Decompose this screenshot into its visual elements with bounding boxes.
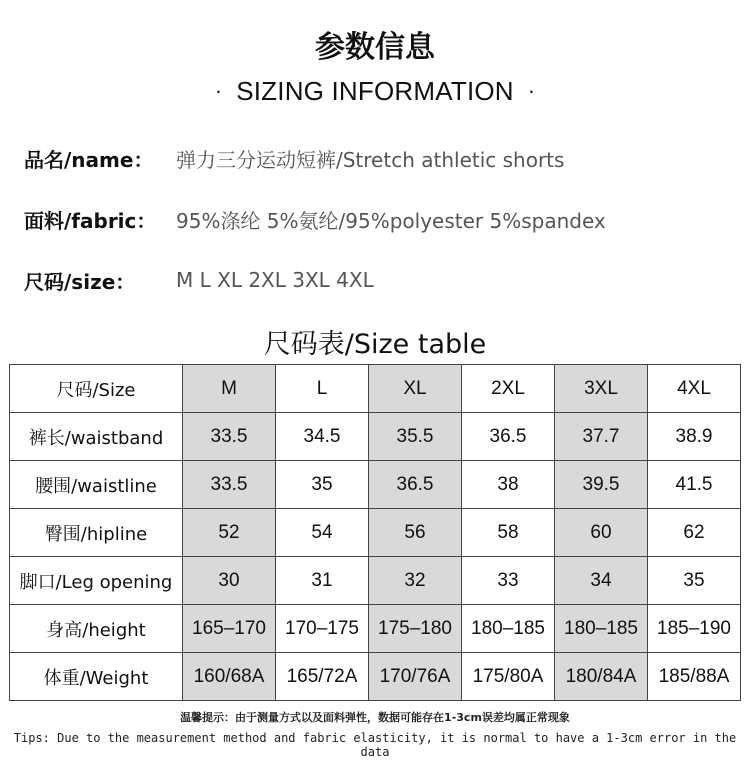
spec-label: 面料/fabric： — [24, 208, 157, 233]
table-cell: 34.5 — [276, 413, 369, 461]
table-cell: 38 — [462, 461, 555, 509]
table-row-label: 裤长/waistband — [10, 413, 183, 461]
table-cell: 36.5 — [369, 461, 462, 509]
table-cell: 60 — [555, 509, 648, 557]
table-row-label: 腰围/waistline — [10, 461, 183, 509]
table-cell: 52 — [183, 509, 276, 557]
table-cell: 165–170 — [183, 605, 276, 653]
size-table-body — [10, 365, 741, 701]
table-cell: 35 — [648, 557, 741, 605]
table-row — [10, 413, 741, 461]
page-title: 参数信息 — [315, 30, 435, 65]
table-cell: L — [276, 365, 369, 413]
table-row-label: 尺码/Size — [10, 365, 183, 413]
table-cell: 33.5 — [183, 413, 276, 461]
spec-row-fabric — [24, 204, 606, 234]
table-row — [10, 557, 741, 605]
spec-row-name — [24, 143, 564, 173]
table-cell: 33.5 — [183, 461, 276, 509]
table-row-label: 臀围/hipline — [10, 509, 183, 557]
bullet-dot-left: · — [214, 78, 223, 103]
page-subtitle — [0, 76, 750, 107]
table-row — [10, 653, 741, 701]
table-cell: 58 — [462, 509, 555, 557]
table-cell: 37.7 — [555, 413, 648, 461]
table-cell: M — [183, 365, 276, 413]
table-row-label: 身高/height — [10, 605, 183, 653]
table-cell: 185/88A — [648, 653, 741, 701]
spec-value: M L XL 2XL 3XL 4XL — [176, 268, 374, 292]
table-cell: 56 — [369, 509, 462, 557]
table-row-label: 脚口/Leg opening — [10, 557, 183, 605]
table-row — [10, 605, 741, 653]
spec-label: 尺码/size： — [24, 269, 136, 294]
table-cell: 4XL — [648, 365, 741, 413]
table-cell: 30 — [183, 557, 276, 605]
spec-row-size — [24, 265, 374, 295]
table-cell: 180–185 — [555, 605, 648, 653]
spec-value: 95%涤纶 5%氨纶/95%polyester 5%spandex — [176, 208, 606, 233]
bullet-dot-right: · — [527, 78, 536, 103]
spec-label: 品名/name： — [24, 147, 154, 172]
table-cell: 54 — [276, 509, 369, 557]
table-cell: 175–180 — [369, 605, 462, 653]
table-row — [10, 509, 741, 557]
table-cell: 180–185 — [462, 605, 555, 653]
table-cell: 34 — [555, 557, 648, 605]
page-subtitle-text: SIZING INFORMATION — [236, 76, 514, 106]
table-cell: 38.9 — [648, 413, 741, 461]
table-cell: 35 — [276, 461, 369, 509]
table-cell: 175/80A — [462, 653, 555, 701]
table-header-row — [10, 365, 741, 413]
table-row — [10, 461, 741, 509]
table-cell: 32 — [369, 557, 462, 605]
table-cell: 165/72A — [276, 653, 369, 701]
tip-note-cn: 温馨提示：由于测量方式以及面料弹性，数据可能存在1-3cm误差均属正常现象 — [180, 711, 570, 724]
table-cell: 39.5 — [555, 461, 648, 509]
table-cell: 35.5 — [369, 413, 462, 461]
table-cell: 3XL — [555, 365, 648, 413]
table-cell: 62 — [648, 509, 741, 557]
size-table — [9, 364, 741, 701]
table-row-label: 体重/Weight — [10, 653, 183, 701]
table-cell: 160/68A — [183, 653, 276, 701]
table-cell: 33 — [462, 557, 555, 605]
table-cell: 31 — [276, 557, 369, 605]
table-cell: 170–175 — [276, 605, 369, 653]
tip-note-en: Tips: Due to the measurement method and fabric elasticity, it is normal to have a 1-3cm error in the data — [13, 731, 737, 759]
table-cell: 41.5 — [648, 461, 741, 509]
table-cell: 36.5 — [462, 413, 555, 461]
table-cell: 185–190 — [648, 605, 741, 653]
size-table-title: 尺码表/Size table — [263, 329, 487, 360]
spec-value: 弹力三分运动短裤/Stretch athletic shorts — [176, 147, 565, 172]
table-cell: 180/84A — [555, 653, 648, 701]
table-cell: 2XL — [462, 365, 555, 413]
table-cell: XL — [369, 365, 462, 413]
table-cell: 170/76A — [369, 653, 462, 701]
